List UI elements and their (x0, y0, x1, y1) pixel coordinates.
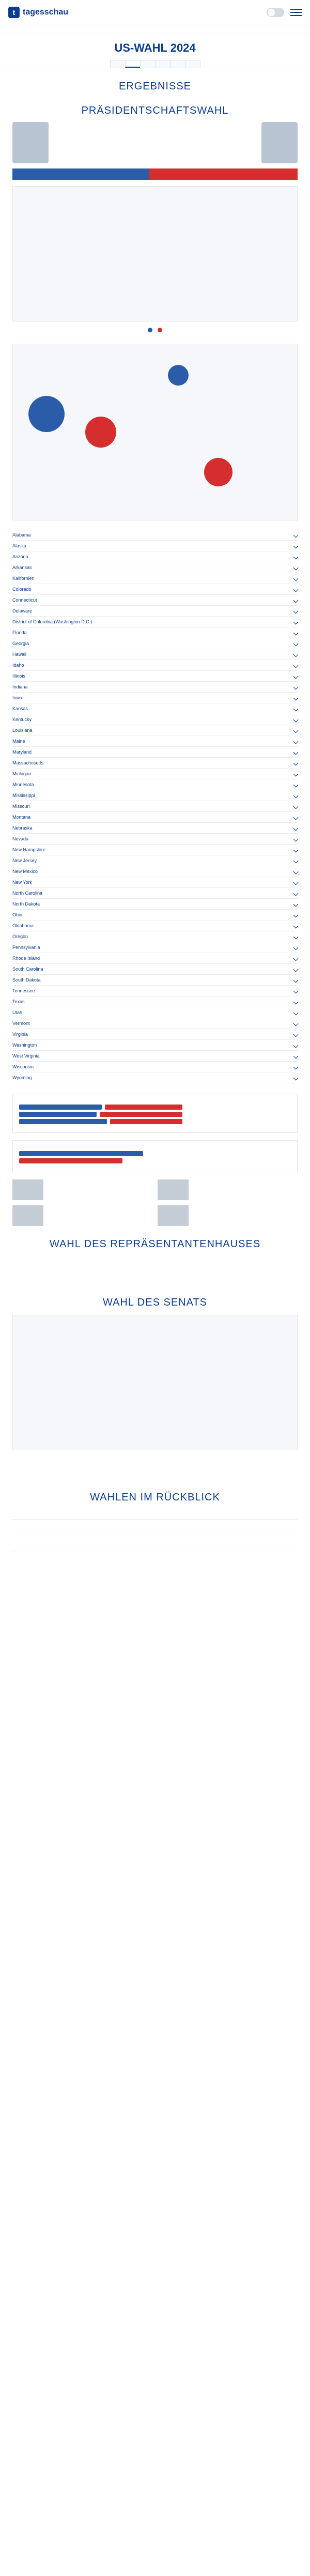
survey-bar-republican (110, 1119, 182, 1124)
state-row[interactable] (12, 953, 298, 964)
survey-bar-republican (100, 1112, 182, 1117)
chevron-down-icon (293, 771, 299, 776)
state-row[interactable] (12, 584, 298, 595)
survey-card-2 (12, 1140, 298, 1172)
chevron-down-icon (293, 1053, 299, 1059)
legend-republican (158, 328, 162, 333)
state-label: Michigan (12, 771, 32, 776)
chevron-down-icon (293, 934, 299, 939)
state-label: Arizona (12, 554, 28, 559)
site-header (0, 0, 310, 25)
chevron-down-icon (293, 804, 299, 809)
dark-mode-toggle[interactable] (267, 8, 284, 17)
survey-bar (19, 1151, 143, 1156)
chevron-down-icon (293, 543, 299, 548)
survey-card-1 (12, 1094, 298, 1133)
state-label: Idaho (12, 663, 24, 668)
page-title: US-WAHL 2024 (114, 41, 196, 54)
chevron-down-icon (293, 630, 299, 635)
bubble[interactable] (168, 365, 189, 386)
state-row[interactable] (12, 823, 298, 834)
state-row[interactable] (12, 779, 298, 790)
state-row[interactable] (12, 627, 298, 638)
state-row[interactable] (12, 769, 298, 779)
map-legend (12, 328, 298, 333)
state-row[interactable] (12, 801, 298, 812)
state-label: West Virginia (12, 1053, 40, 1059)
state-label: Hawaii (12, 652, 27, 657)
survey-bar-row (19, 1112, 291, 1117)
state-row[interactable] (12, 855, 298, 866)
chevron-down-icon (293, 673, 299, 679)
state-row[interactable] (12, 617, 298, 627)
state-label: Montana (12, 815, 31, 820)
chevron-down-icon (293, 641, 299, 646)
state-label: New Mexico (12, 869, 38, 874)
state-row[interactable] (12, 703, 298, 714)
chevron-down-icon (293, 945, 299, 950)
chevron-down-icon (293, 1010, 299, 1015)
survey-bar (19, 1158, 122, 1163)
state-label: Tennessee (12, 988, 35, 993)
state-label: Minnesota (12, 782, 34, 787)
electoral-vote-bar (12, 168, 298, 180)
state-label: North Dakota (12, 901, 40, 907)
teaser[interactable] (158, 1205, 298, 1226)
state-row[interactable] (12, 606, 298, 617)
tab-3[interactable] (140, 60, 156, 68)
chevron-down-icon (293, 717, 299, 722)
chevron-down-icon (293, 869, 299, 874)
state-label: Maryland (12, 749, 32, 755)
state-label: Vermont (12, 1021, 30, 1026)
chevron-down-icon (293, 977, 299, 983)
chevron-down-icon (293, 815, 299, 820)
state-row[interactable] (12, 736, 298, 747)
state-row[interactable] (12, 671, 298, 682)
chevron-down-icon (293, 749, 299, 755)
chevron-down-icon (293, 858, 299, 863)
tab-bar (0, 60, 310, 68)
teaser[interactable] (12, 1179, 152, 1200)
state-row[interactable] (12, 834, 298, 845)
state-row[interactable] (12, 790, 298, 801)
bubble[interactable] (28, 396, 65, 432)
chevron-down-icon (293, 1032, 299, 1037)
bubble[interactable] (85, 417, 116, 448)
chevron-down-icon (293, 608, 299, 614)
chevron-down-icon (293, 880, 299, 885)
state-label: Indiana (12, 684, 28, 689)
state-row[interactable] (12, 975, 298, 986)
state-row[interactable] (12, 910, 298, 921)
chevron-down-icon (293, 782, 299, 787)
breadcrumb (0, 25, 310, 34)
state-label: Missouri (12, 804, 30, 809)
chevron-down-icon (293, 923, 299, 928)
survey-bar-republican (105, 1105, 182, 1110)
menu-icon[interactable] (290, 9, 302, 16)
house-title: WAHL DES REPRÄSENTANTENHAUSES (49, 1238, 261, 1250)
state-label: Florida (12, 630, 27, 635)
state-label: Connecticut (12, 597, 37, 603)
results-title: ERGEBNISSE (118, 81, 192, 92)
teaser-image (158, 1205, 189, 1226)
state-label: Nevada (12, 836, 29, 841)
state-label: North Carolina (12, 891, 43, 896)
state-row[interactable] (12, 714, 298, 725)
tab-1[interactable] (110, 60, 126, 68)
state-label: Nebraska (12, 825, 33, 831)
survey-bar-row (19, 1105, 291, 1110)
survey-bar-row (19, 1158, 291, 1163)
candidate-right-portrait (261, 122, 298, 163)
chevron-down-icon (293, 836, 299, 841)
state-row[interactable] (12, 931, 298, 942)
state-label: South Dakota (12, 977, 41, 983)
chevron-down-icon (293, 847, 299, 852)
footer-link[interactable] (12, 1520, 298, 1530)
state-label: Utah (12, 1010, 23, 1015)
state-row[interactable] (12, 899, 298, 910)
logo-icon: t (8, 7, 20, 18)
state-row[interactable] (12, 530, 298, 541)
bubble[interactable] (204, 458, 233, 486)
chevron-down-icon (293, 1064, 299, 1069)
state-row[interactable] (12, 845, 298, 855)
teaser-grid (12, 1179, 298, 1226)
state-row[interactable] (12, 1072, 298, 1083)
state-label: Colorado (12, 587, 32, 592)
state-label: Kentucky (12, 717, 32, 722)
chevron-down-icon (293, 652, 299, 657)
senate-map[interactable] (12, 1315, 298, 1450)
survey-bar-row (19, 1151, 291, 1156)
footer-link[interactable] (12, 1541, 298, 1552)
state-label: Mississippi (12, 793, 35, 798)
state-bubble-map[interactable] (12, 344, 298, 520)
chevron-down-icon (293, 619, 299, 624)
state-label: Louisiana (12, 728, 33, 733)
logo-text: tagesschau (23, 8, 69, 17)
teaser[interactable] (12, 1205, 152, 1226)
state-row[interactable] (12, 562, 298, 573)
chevron-down-icon (293, 793, 299, 798)
survey-bar-democrat (19, 1119, 107, 1124)
chevron-down-icon (293, 901, 299, 907)
survey-bar-democrat (19, 1112, 97, 1117)
chevron-down-icon (293, 663, 299, 668)
state-row[interactable] (12, 747, 298, 758)
state-row[interactable] (12, 1040, 298, 1051)
state-label: Wisconsin (12, 1064, 34, 1069)
state-row[interactable] (12, 649, 298, 660)
tab-4[interactable] (155, 60, 171, 68)
state-label: Alaska (12, 543, 27, 548)
chevron-down-icon (293, 554, 299, 559)
state-row[interactable] (12, 758, 298, 769)
teaser-image (12, 1179, 43, 1200)
header-controls (260, 8, 302, 17)
state-row[interactable] (12, 1018, 298, 1029)
chevron-down-icon (293, 587, 299, 592)
republican-bar (149, 168, 298, 180)
footer-link[interactable] (12, 1530, 298, 1541)
state-list (12, 530, 298, 1083)
state-row[interactable] (12, 595, 298, 606)
chevron-down-icon (293, 576, 299, 581)
state-label: Wyoming (12, 1075, 32, 1080)
state-row[interactable] (12, 573, 298, 584)
tab-2[interactable] (125, 60, 141, 68)
state-label: Ohio (12, 912, 23, 917)
candidates-row (12, 122, 298, 163)
state-label: Iowa (12, 695, 23, 700)
chevron-down-icon (293, 1021, 299, 1026)
state-row[interactable] (12, 996, 298, 1007)
chevron-down-icon (293, 912, 299, 917)
state-row[interactable] (12, 812, 298, 823)
state-label: Delaware (12, 608, 33, 614)
tab-6[interactable] (185, 60, 200, 68)
state-label: Georgia (12, 641, 29, 646)
democrat-bar (12, 168, 149, 180)
chevron-down-icon (293, 684, 299, 689)
state-label: New Jersey (12, 858, 37, 863)
teaser-image (12, 1205, 43, 1226)
state-row[interactable] (12, 1029, 298, 1040)
state-row[interactable] (12, 986, 298, 996)
state-label: Maine (12, 739, 25, 744)
footer-links (12, 1519, 298, 1552)
chevron-down-icon (293, 728, 299, 733)
survey-bar-row (19, 1119, 291, 1124)
chevron-down-icon (293, 532, 299, 538)
state-label: Massachusetts (12, 760, 44, 765)
state-label: Oregon (12, 934, 28, 939)
chevron-down-icon (293, 999, 299, 1004)
chevron-down-icon (293, 988, 299, 993)
state-row[interactable] (12, 877, 298, 888)
chevron-down-icon (293, 695, 299, 700)
state-row[interactable] (12, 725, 298, 736)
candidate-left-portrait (12, 122, 49, 163)
state-label: South Carolina (12, 967, 43, 972)
state-row[interactable] (12, 942, 298, 953)
state-label: Kalifornien (12, 576, 35, 581)
tagesschau-logo[interactable] (8, 7, 68, 18)
state-label: Virginia (12, 1032, 28, 1037)
state-label: Washington (12, 1042, 37, 1048)
chevron-down-icon (293, 967, 299, 972)
state-row[interactable] (12, 693, 298, 703)
state-label: Pennsylvania (12, 945, 40, 950)
chevron-down-icon (293, 706, 299, 711)
legend-democrat (148, 328, 152, 333)
chevron-down-icon (293, 891, 299, 896)
state-label: Rhode Island (12, 956, 40, 961)
us-election-map[interactable] (12, 186, 298, 321)
state-label: Oklahoma (12, 923, 34, 928)
state-label: New Hampshire (12, 847, 46, 852)
state-label: Texas (12, 999, 25, 1004)
state-row[interactable] (12, 1051, 298, 1062)
state-row[interactable] (12, 660, 298, 671)
chevron-down-icon (293, 1042, 299, 1048)
state-row[interactable] (12, 638, 298, 649)
chevron-down-icon (293, 739, 299, 744)
chevron-down-icon (293, 1075, 299, 1080)
state-row[interactable] (12, 682, 298, 693)
retro-title: WAHLEN IM RÜCKBLICK (90, 1492, 220, 1503)
presidential-title: PRÄSIDENTSCHAFTSWAHL (81, 105, 229, 116)
state-row[interactable] (12, 1007, 298, 1018)
chevron-down-icon (293, 597, 299, 603)
state-row[interactable] (12, 866, 298, 877)
state-row[interactable] (12, 964, 298, 975)
state-label: Arkansas (12, 565, 32, 570)
state-label: Illinois (12, 673, 26, 679)
state-row[interactable] (12, 541, 298, 551)
chevron-down-icon (293, 565, 299, 570)
state-row[interactable] (12, 1062, 298, 1072)
state-label: New York (12, 880, 33, 885)
teaser-image (158, 1179, 189, 1200)
chevron-down-icon (293, 825, 299, 831)
teaser[interactable] (158, 1179, 298, 1200)
state-row[interactable] (12, 921, 298, 931)
main-content (0, 81, 310, 1552)
state-row[interactable] (12, 888, 298, 899)
state-row[interactable] (12, 551, 298, 562)
survey-bar-democrat (19, 1105, 102, 1110)
chevron-down-icon (293, 956, 299, 961)
state-label: Kansas (12, 706, 28, 711)
senate-title: WAHL DES SENATS (102, 1297, 208, 1308)
state-label: District of Columbia (Washington D.C.) (12, 619, 92, 624)
state-label: Alabama (12, 532, 31, 538)
chevron-down-icon (293, 760, 299, 765)
tab-5[interactable] (170, 60, 185, 68)
